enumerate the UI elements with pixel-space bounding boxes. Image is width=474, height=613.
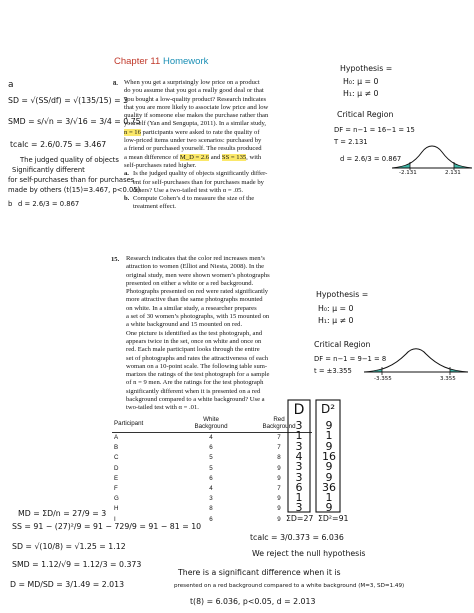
white-cell: 3 (209, 495, 213, 503)
d2-value: 9 (325, 460, 333, 474)
table-row (112, 484, 312, 494)
highlight-md: M_D = 2.6 (179, 153, 210, 161)
h1-15: H₁: μ ≠ 0 (318, 316, 354, 325)
d2-value: 9 (325, 470, 333, 484)
q8-line: you bought a low-quality product? Research indicates (124, 95, 267, 103)
ratings-table (112, 416, 312, 525)
neg-crit-15: -3.355 (374, 376, 392, 382)
part-b-label: b. (124, 195, 130, 203)
t-crit-8: T = 2.131 (334, 138, 368, 146)
q15-line: Photographs presented on red were rated significantly (126, 288, 269, 296)
q8-line: yourself (Yan and Sengupta, 2011). In a similar study, (124, 120, 267, 128)
participant-cell: F (114, 485, 118, 493)
df-15: DF = n−1 = 9−1 = 8 (314, 355, 387, 363)
part-a-label: a. (124, 170, 129, 178)
note-a-label: a (8, 80, 14, 90)
white-cell: 6 (209, 515, 213, 523)
q15-line: significantly different when it is presented on a red (126, 387, 261, 395)
q8-line: self-purchases rated higher. (124, 161, 197, 169)
d2-value: 9 (325, 439, 333, 453)
reject-null: We reject the null hypothesis (252, 549, 366, 558)
distribution-curve-8 (392, 138, 472, 174)
d-value: 1 (295, 429, 303, 443)
q8-part-b (124, 195, 336, 212)
red-cell: 9 (277, 464, 281, 472)
q15-line: two-tailed test with α = .01. (126, 404, 199, 412)
distribution-curve-15 (362, 342, 470, 380)
d-value: 6 (295, 480, 303, 494)
white-cell: 5 (209, 454, 213, 462)
white-cell: 4 (209, 434, 213, 441)
pos-crit-8: 2.131 (445, 170, 461, 176)
red-cell: 7 (277, 444, 281, 452)
q15-line: of n = 9 men. Are the ratings for the test photograph (126, 379, 264, 387)
participant-cell: B (114, 444, 119, 452)
cohens-d-8: d = 2.6/3 = 0.867 (340, 155, 402, 163)
part-b-line: treatment effect. (133, 203, 177, 211)
d2-value: 9 (325, 419, 333, 432)
d-value: 3 (295, 439, 303, 453)
d-value: 3 (295, 419, 303, 432)
q15-line: woman on a 10-point scale. The following table sum- (126, 362, 268, 370)
note-conclusion-1: The judged quality of objects (20, 156, 119, 164)
critical-region-label-15: Critical Region (314, 340, 371, 349)
sd-calc: SD = √(10/8) = √1.25 = 1.12 (12, 542, 126, 551)
d-value: 3 (295, 460, 303, 474)
q15-line: red. Each male participant looks through the entire (126, 346, 260, 354)
white-cell: 4 (209, 485, 213, 493)
q15-line: original study, men were shown women’s photographs (126, 271, 270, 279)
question-8-text (124, 79, 336, 212)
q15-line: set of photographs and rates the attractiveness of each (126, 354, 269, 362)
participant-cell: G (114, 495, 119, 503)
part-a-line: others? Use a two-tailed test with α = .05. (133, 186, 244, 194)
note-cohens-d: d = 2.6/3 = 0.867 (18, 200, 80, 208)
q15-line: marizes the ratings of the test photograph for a sample (126, 371, 270, 379)
q8-line: low-priced items under two scenarios: purchased by (124, 137, 262, 145)
q8-line: a friend or purchased yourself. The results produced (124, 145, 262, 153)
ss-calc: SS = 91 − (27)²/9 = 91 − 729/9 = 91 − 81 = 10 (12, 522, 202, 531)
q8-md-mid: and (209, 153, 222, 161)
red-cell: 7 (277, 485, 281, 493)
q15-line: attraction to women (Elliot and Niesta, 2008). In the (126, 263, 265, 271)
d2-value: 9 (325, 501, 333, 515)
q8-md-post: , with (246, 153, 262, 161)
q8-line: When you get a surprisingly low price on a product (124, 79, 260, 86)
q8-part-a (124, 170, 336, 195)
q15-line: a set of 30 women’s photographs, with 15 mounted on (126, 313, 270, 321)
d-value: 3 (295, 501, 303, 515)
note-tcalc: tcalc = 2.6/0.75 = 3.467 (10, 140, 107, 149)
table-row (112, 494, 312, 504)
header-red: Red Background (246, 416, 312, 433)
conclusion-15-1: There is a significant difference when it is (178, 568, 341, 577)
smd-calc: SMD = 1.12/√9 = 1.12/3 = 0.373 (12, 560, 142, 569)
chapter-label: Chapter 11 (114, 56, 161, 67)
md-calc: MD = ΣD/n = 27/9 = 3 (18, 509, 107, 518)
header-participant: Participant (112, 416, 176, 433)
participant-cell: H (114, 505, 119, 513)
q15-line: more attractive than the same photographs mounted (126, 296, 263, 304)
red-cell: 9 (277, 515, 281, 523)
q8-line-n-rest: participants were asked to rate the quality of (140, 128, 260, 136)
conclusion-15-2: presented on a red background compared to a white background (M=3, SD=1.49) (174, 583, 405, 589)
d-value: 1 (295, 491, 303, 505)
table-row (112, 504, 312, 514)
q15-line: background compared to a white background? Use a (126, 396, 265, 404)
note-sd: SD = √(SS/df) = √(135/15) = 3 (8, 96, 129, 105)
q8-line: quality if someone else makes the purchase rather than (124, 112, 269, 120)
homework-label: Homework (162, 56, 209, 67)
df-8: DF = n−1 = 16−1 = 15 (334, 126, 415, 134)
q15-line: appears twice in the set, once on white and once on (126, 337, 262, 345)
note-smd: SMD = s/√n = 3/√16 = 3/4 = 0.75 (8, 117, 141, 126)
pos-crit-15: 3.355 (440, 376, 456, 382)
d2-value: 36 (322, 480, 336, 494)
red-cell: 9 (277, 505, 281, 513)
red-cell: 9 (277, 495, 281, 503)
note-conclusion-3: for self-purchases than for purchases (8, 176, 135, 184)
hypothesis-label-8: Hypothesis = (340, 64, 393, 73)
d2-value: 1 (325, 429, 333, 443)
participant-cell: C (114, 454, 119, 462)
q15-line: on white. In a similar study, a researcher prepares (126, 304, 257, 312)
d2-value: 16 (322, 449, 336, 463)
q15-line: presented on either a white or a red background. (126, 279, 254, 287)
note-b-label: b (8, 200, 13, 208)
table-row (112, 443, 312, 453)
h0-8: H₀: μ = 0 (343, 77, 379, 86)
q8-line: that you are more likely to associate low price and low (124, 103, 269, 111)
d-value: 3 (295, 470, 303, 484)
question-15-number: 15. (111, 256, 120, 263)
part-a-line: Is the judged quality of objects significantly differ- (133, 170, 268, 178)
d2-value: 1 (325, 491, 333, 505)
difference-table (286, 398, 350, 516)
neg-crit-8: -2.131 (399, 170, 417, 176)
q8-line: do you assume that you got a really good deal or that (124, 87, 264, 95)
h0-15: H₀: μ = 0 (318, 304, 354, 313)
question-8-number: 8. (113, 80, 118, 87)
q8-line-n (124, 129, 336, 137)
conclusion-15-3: t(8) = 6.036, p<0.05, d = 2.013 (190, 597, 316, 606)
d-header: D (293, 402, 305, 418)
participant-cell: D (114, 464, 119, 472)
d2-header: D² (320, 402, 336, 416)
q8-md-pre: a mean difference of (124, 153, 180, 161)
chapter-title (114, 56, 208, 67)
table-row (112, 474, 312, 484)
table-row (112, 453, 312, 463)
sum-d: ΣD=27 (286, 514, 314, 523)
sum-d2: ΣD²=91 (318, 514, 349, 523)
note-conclusion-4: made by others (t(15)=3.467, p<0.05) (8, 186, 141, 194)
white-cell: 8 (209, 505, 213, 513)
h1-8: H₁: μ ≠ 0 (343, 89, 379, 98)
table-row (112, 464, 312, 474)
q15-line: Research indicates that the color red increases men’s (126, 255, 265, 262)
t-crit-15: t = ±3.355 (314, 367, 352, 375)
participant-cell: A (114, 434, 119, 441)
red-cell: 8 (277, 454, 281, 462)
white-cell: 6 (209, 444, 213, 452)
note-conclusion-2: Significantly different (12, 166, 85, 174)
critical-region-label-8: Critical Region (337, 110, 394, 119)
part-a-line: ent for self-purchases than for purchases made by (133, 178, 264, 186)
participant-cell: I (114, 515, 116, 523)
participant-cell: E (114, 474, 119, 482)
table-row (112, 433, 312, 444)
hypothesis-label-15: Hypothesis = (316, 290, 369, 299)
question-15-text (126, 255, 331, 413)
effect-size-calc: D = MD/SD = 3/1.49 = 2.013 (10, 580, 125, 589)
white-cell: 6 (209, 474, 213, 482)
highlight-n: n = 16 (124, 128, 141, 136)
red-cell: 9 (277, 474, 281, 482)
header-white: White Background (176, 416, 246, 433)
q15-line: a white background and 15 mounted on red. (126, 321, 243, 329)
q8-line-md (124, 154, 336, 162)
tcalc-15: tcalc = 3/0.373 = 6.036 (250, 533, 344, 542)
white-cell: 5 (209, 464, 213, 472)
d-value: 4 (295, 449, 303, 463)
highlight-ss: SS = 135 (221, 153, 247, 161)
q15-line: One picture is identified as the test photograph, and (126, 329, 263, 337)
red-cell: 7 (277, 434, 281, 441)
part-b-line: Compute Cohen’s d to measure the size of the (133, 195, 255, 203)
